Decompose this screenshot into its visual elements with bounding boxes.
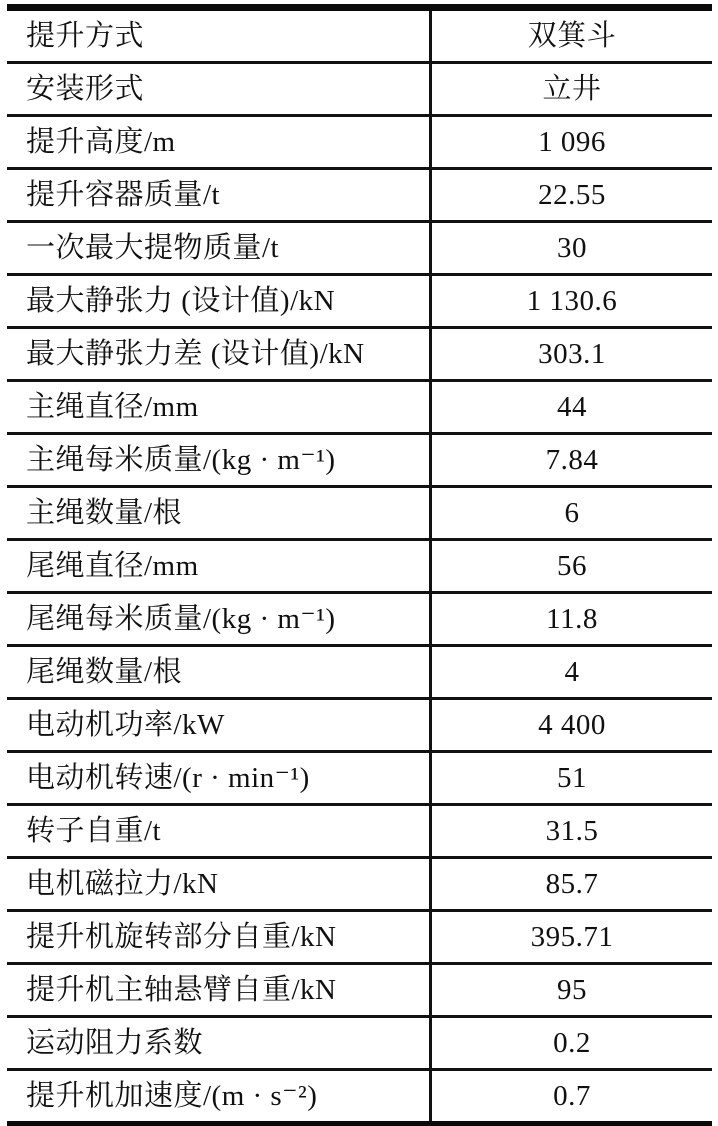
table-row: [7, 647, 712, 700]
table-row: [7, 859, 712, 912]
param-value: 1 130.6: [526, 284, 618, 317]
table-row: [7, 117, 712, 170]
param-label: 提升容器质量/t: [7, 170, 432, 220]
param-label: 安装形式: [7, 64, 432, 114]
param-value: 1 096: [538, 125, 606, 158]
table-row: [7, 1018, 712, 1071]
param-value: 双箕斗: [527, 19, 617, 52]
table-row: [7, 11, 712, 64]
table-row: [7, 435, 712, 488]
table-row: [7, 1071, 712, 1121]
param-value: 11.8: [546, 602, 598, 635]
param-value: 0.2: [553, 1026, 591, 1059]
param-value: 303.1: [538, 337, 606, 370]
table-row: [7, 170, 712, 223]
param-value: 0.7: [553, 1079, 591, 1112]
table-row: [7, 64, 712, 117]
param-value: 95: [557, 973, 587, 1006]
table-row: [7, 223, 712, 276]
param-label: 提升高度/m: [7, 117, 432, 167]
table-row: [7, 806, 712, 859]
table-row: [7, 382, 712, 435]
table-row: [7, 912, 712, 965]
table-row: [7, 594, 712, 647]
param-label: 主绳直径/mm: [7, 382, 432, 432]
param-label: 运动阻力系数: [7, 1018, 432, 1068]
param-value: 30: [557, 231, 587, 264]
param-value: 4 400: [538, 708, 606, 741]
param-label: 尾绳每米质量/(kg · m⁻¹): [7, 594, 432, 644]
param-label: 最大静张力差 (设计值)/kN: [7, 329, 432, 379]
param-label: 尾绳直径/mm: [7, 541, 432, 591]
table-row: [7, 700, 712, 753]
param-label: 电机磁拉力/kN: [7, 859, 432, 909]
param-value: 44: [557, 390, 587, 423]
param-value: 6: [564, 496, 580, 529]
param-value: 7.84: [545, 443, 599, 476]
param-label: 转子自重/t: [7, 806, 432, 856]
param-label: 主绳每米质量/(kg · m⁻¹): [7, 435, 432, 485]
hoist-spec-table: [7, 4, 712, 1126]
param-value: 22.55: [538, 178, 606, 211]
param-value: 31.5: [545, 814, 599, 847]
param-label: 提升机旋转部分自重/kN: [7, 912, 432, 962]
param-label: 提升方式: [7, 11, 432, 61]
param-value: 4: [564, 655, 580, 688]
param-label: 最大静张力 (设计值)/kN: [7, 276, 432, 326]
param-label: 主绳数量/根: [7, 488, 432, 538]
param-label: 一次最大提物质量/t: [7, 223, 432, 273]
param-value: 立井: [542, 72, 602, 105]
param-value: 56: [557, 549, 587, 582]
table-row: [7, 329, 712, 382]
param-value: 85.7: [545, 867, 599, 900]
table-row: [7, 541, 712, 594]
param-label: 尾绳数量/根: [7, 647, 432, 697]
table-row: [7, 488, 712, 541]
param-label: 提升机加速度/(m · s⁻²): [7, 1071, 432, 1121]
param-value: 395.71: [530, 920, 614, 953]
table-row: [7, 276, 712, 329]
param-label: 电动机转速/(r · min⁻¹): [7, 753, 432, 803]
table-row: [7, 965, 712, 1018]
table-row: [7, 753, 712, 806]
param-label: 电动机功率/kW: [7, 700, 432, 750]
param-value: 51: [557, 761, 587, 794]
param-label: 提升机主轴悬臂自重/kN: [7, 965, 432, 1015]
